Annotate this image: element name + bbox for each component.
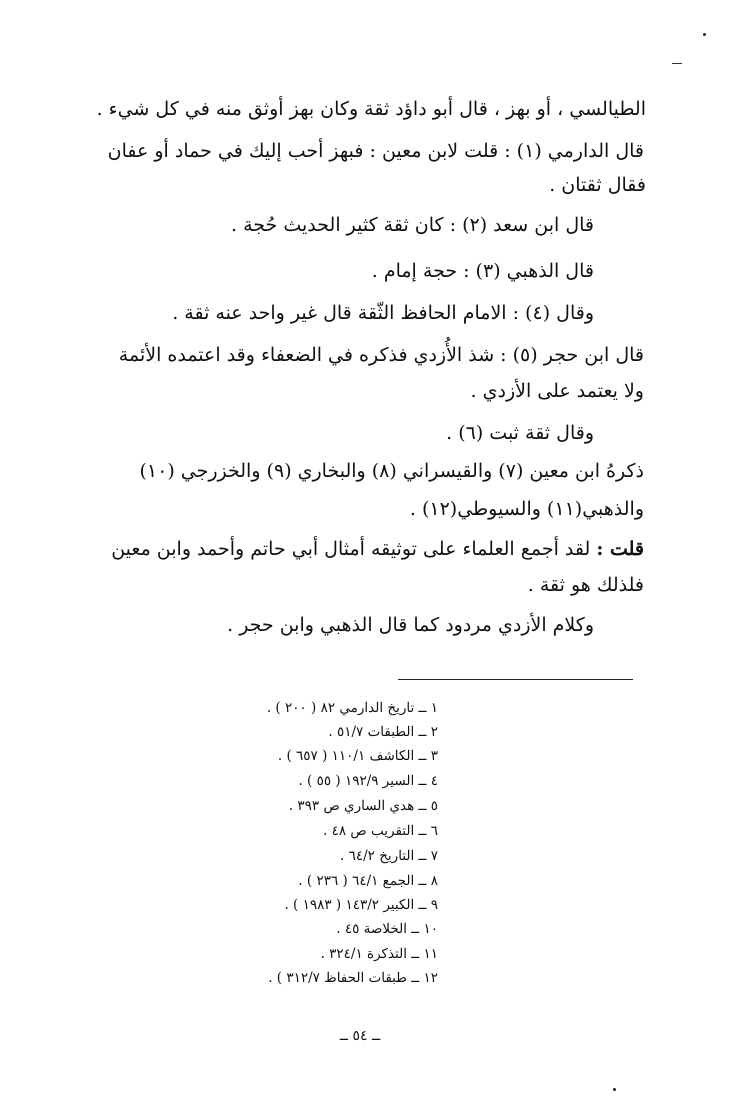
- body-line-4: قال ابن سعد (٢) : كان ثقة كثير الحديث حُجة .: [231, 214, 594, 236]
- footnote-10: ١٠ ــ الخلاصة ٤٥ .: [336, 921, 438, 937]
- body-line-5: قال الذهبي (٣) : حجة إمام .: [371, 260, 594, 282]
- footnote-3: ٣ ــ الكاشف ١١٠/١ ( ٦٥٧ ) .: [277, 748, 438, 764]
- footnote-9: ٩ ــ الكبير ١٤٣/٢ ( ١٩٨٣ ) .: [284, 897, 438, 913]
- qult-text: لقد أجمع العلماء على توثيقه أمثال أبي حاتم وأحمد وابن معين: [111, 538, 591, 560]
- body-line-13: فلذلك هو ثقة .: [527, 574, 644, 596]
- bottom-speck: [613, 1088, 616, 1091]
- top-dash-mark: [672, 63, 682, 64]
- body-line-9: وقال ثقة ثبت (٦) .: [446, 422, 594, 444]
- body-line-7: قال ابن حجر (٥) : شذ الأُزدي فذكره في الضعفاء وقد اعتمده الأئمة: [118, 344, 644, 366]
- qult-paragraph: [111, 536, 644, 562]
- body-line-10: ذكرهُ ابن معين (٧) والقيسراني (٨) والبخاري (٩) والخزرجي (١٠): [139, 460, 644, 482]
- footnote-1: ١ ــ تاريخ الدارمي ٨٢ ( ٢٠٠ ) .: [266, 700, 438, 716]
- top-corner-mark: [703, 33, 706, 36]
- body-line-11: والذهبي(١١) والسيوطي(١٢) .: [409, 498, 644, 520]
- page-number: ــ ٥٤ ــ: [339, 1028, 381, 1044]
- footnote-11: ١١ ــ التذكرة ٣٢٤/١ .: [320, 946, 438, 962]
- body-line-6: وقال (٤) : الامام الحافظ الثّقة قال غير واحد عنه ثقة .: [172, 302, 594, 324]
- footnote-4: ٤ ــ السير ١٩٢/٩ ( ٥٥ ) .: [298, 773, 438, 789]
- footnote-7: ٧ ــ التاريخ ٦٤/٢ .: [340, 848, 438, 864]
- footnote-8: ٨ ــ الجمع ٦٤/١ ( ٢٣٦ ) .: [298, 873, 438, 889]
- qult-label: قلت :: [596, 538, 644, 560]
- footnote-12: ١٢ ــ طبقات الحفاظ ٣١٢/٧ ) .: [268, 970, 438, 986]
- footnote-separator: [398, 679, 633, 680]
- body-line-8: ولا يعتمد على الأزدي .: [470, 380, 644, 402]
- footnote-2: ٢ ــ الطبقات ٥١/٧ .: [328, 724, 438, 740]
- body-line-3: فقال ثقتان .: [549, 174, 646, 196]
- footnote-5: ٥ ــ هدي الساري ص ٣٩٣ .: [288, 798, 438, 814]
- body-line-14: وكلام الأزدي مردود كما قال الذهبي وابن حجر .: [227, 614, 594, 636]
- body-line-2: قال الدارمي (١) : قلت لابن معين : فبهز أحب إليك في حماد أو عفان: [107, 140, 644, 162]
- body-line-1: الطيالسي ، أو بهز ، قال أبو داؤد ثقة وكان بهز أوثق منه في كل شيء .: [96, 98, 646, 120]
- footnote-6: ٦ ــ التقريب ص ٤٨ .: [322, 823, 438, 839]
